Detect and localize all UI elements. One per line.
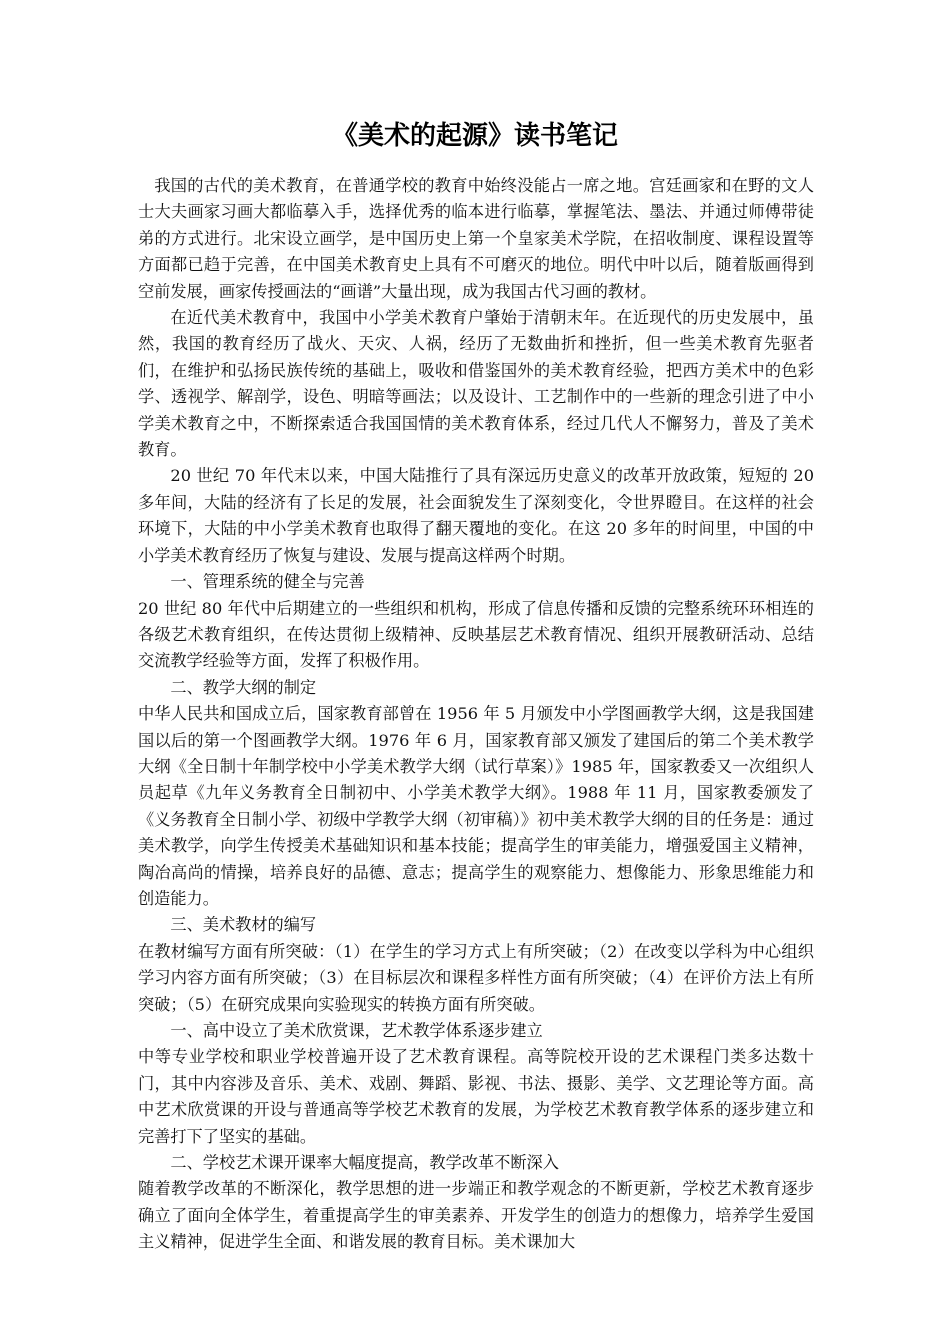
document-body [138, 173, 814, 1256]
paragraph-modern-art-education: 在近代美术教育中，我国中小学美术教育户肇始于清朝末年。在近现代的历史发展中，虽然，我国的教育经历了战火、天灾、人祸，经历了无数曲折和挫折，但一些美术教育先驱者们，在维护和弘扬民族传统的基础上，吸收和借鉴国外的美术教育经验，把西方美术中的色彩学、透视学、解剖学，设色、明暗等画法；以及设计、工艺制作中的一些新的理念引进了中小学美术教育之中，不断探索适合我国国情的美术教育体系，经过几代人不懈努力，普及了美术教育。 [138, 308, 814, 460]
section-heading-management-system: 一、管理系统的健全与完善 [170, 572, 365, 592]
paragraph-appreciation-course: 中等专业学校和职业学校普遍开设了艺术教育课程。高等院校开设的艺术课程门类多达数十门，其中内容涉及音乐、美术、戏剧、舞蹈、影视、书法、摄影、美学、文艺理论等方面。高中艺术欣赏课的开设与普通高等学校艺术教育的发展，为学校艺术教育教学体系的逐步建立和完善打下了坚实的基础。 [138, 1047, 814, 1146]
paragraph-ancient-art-education: 我国的古代的美术教育，在普通学校的教育中始终没能占一席之地。宫廷画家和在野的文人士大夫画家习画大都临摹入手，选择优秀的临本进行临摹，掌握笔法、墨法、并通过师傅带徒弟的方式进行。北宋设立画学，是中国历史上第一个皇家美术学院，在招收制度、课程设置等方面都已趋于完善，在中国美术教育史上具有不可磨灭的地位。明代中叶以后，随着版画得到空前发展，画家传授画法的“画谱”大量出现，成为我国古代习画的教材。 [138, 176, 814, 301]
section-heading-course-rate: 二、学校艺术课开课率大幅度提高，教学改革不断深入 [170, 1153, 559, 1173]
paragraph-syllabus: 中华人民共和国成立后，国家教育部曾在 1956 年 5 月颁发中小学图画教学大纲，这是我国建国以后的第一个图画教学大纲。1976 年 6 月，国家教育部又颁发了建国后的第二个美术教学大纲《全日制十年制学校中小学美术教学大纲（试行草案）》1985 年，国家教委又一次组织人员起草《九年义务教育全日制初中、小学美术教学大纲》。1988 年 11 月，国家教委颁发了《义务教育全日制小学、初级中学教学大纲（初审稿）》初中美术教学大纲的目的任务是：通过美术教学，向学生传授美术基础知识和基本技能；提高学生的审美能力，增强爱国主义精神，陶冶高尚的情操，培养良好的品德、意志；提高学生的观察能力、想像能力、形象思维能力和创造能力。 [138, 704, 814, 908]
document-title: 《美术的起源》读书笔记 [331, 121, 618, 151]
section-heading-appreciation-course: 一、高中设立了美术欣赏课，艺术教学体系逐步建立 [170, 1021, 543, 1040]
paragraph-reform-era: 20 世纪 70 年代末以来，中国大陆推行了具有深远历史意义的改革开放政策，短短的 20 多年间，大陆的经济有了长足的发展，社会面貌发生了深刻变化，令世界瞪目。在这样的社会环境下，大陆的中小学美术教育也取得了翻天覆地的变化。在这 20 多年的时间里，中国的中小学美术教育经历了恢复与建设、发展与提高这样两个时期。 [138, 466, 814, 565]
section-heading-syllabus: 二、教学大纲的制定 [170, 677, 317, 697]
paragraph-course-rate: 随着教学改革的不断深化，教学思想的进一步端正和教学观念的不断更新，学校艺术教育逐步确立了面向全体学生，着重提高学生的审美素养、开发学生的创造力的想像力，培养学生爱国主义精神，促进学生全面、和谐发展的教育目标。美术课加大 [138, 1179, 814, 1252]
paragraph-management-system: 20 世纪 80 年代中后期建立的一些组织和机构，形成了信息传播和反馈的完整系统环环相连的各级艺术教育组织，在传达贯彻上级精神、反映基层艺术教育情况、组织开展教研活动、总结交流教学经验等方面，发挥了积极作用。 [138, 598, 814, 671]
paragraph-textbooks: 在教材编写方面有所突破：（1）在学生的学习方式上有所突破；（2）在改变以学科为中心组织学习内容方面有所突破；（3）在目标层次和课程多样性方面有所突破；（4）在评价方法上有所突破；（5）在研究成果向实验现实的转换方面有所突破。 [138, 941, 814, 1014]
section-heading-textbooks: 三、美术教材的编写 [170, 915, 317, 935]
